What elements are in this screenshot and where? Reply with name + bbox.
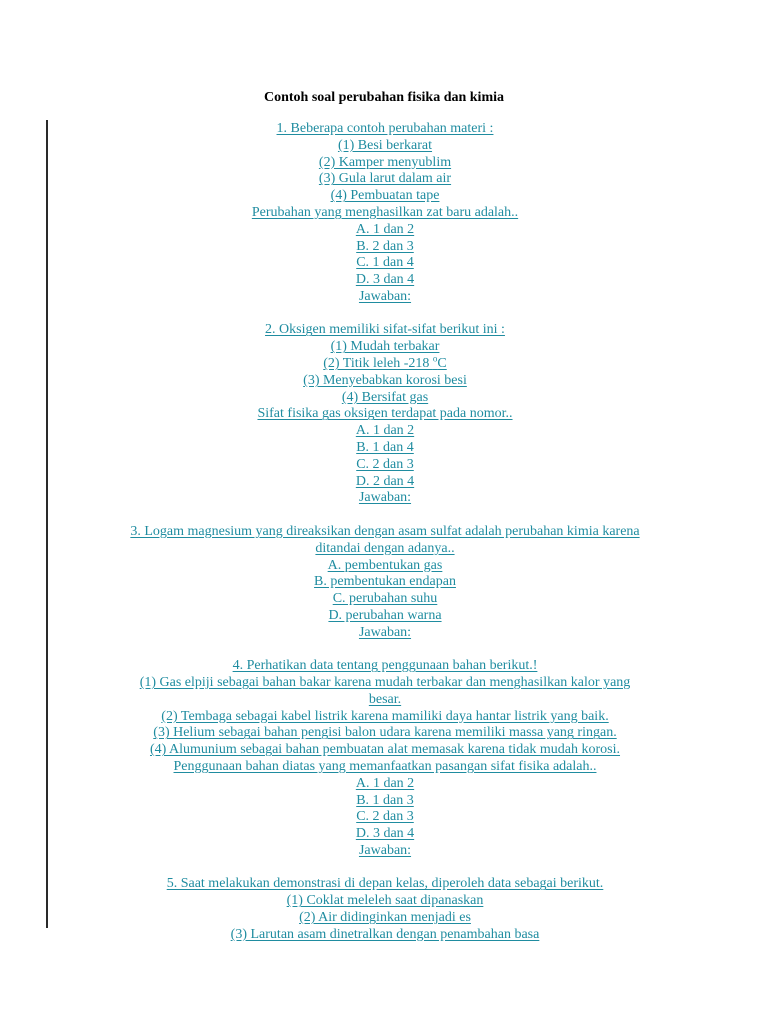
- answer-option[interactable]: B. 1 dan 3: [356, 792, 414, 808]
- answer-label[interactable]: Jawaban:: [358, 288, 412, 304]
- question-text[interactable]: 4. Perhatikan data tentang penggunaan bahan berikut.!: [232, 658, 538, 674]
- temperature-unit: C: [437, 356, 447, 372]
- statement-item[interactable]: (4) Alumunium sebagai bahan pembuatan alat memasak karena tidak mudah korosi.: [149, 742, 621, 758]
- statement-item[interactable]: (3) Helium sebagai bahan pengisi balon udara karena memiliki massa yang ringan.: [153, 725, 617, 741]
- question-2: [60, 322, 710, 507]
- left-margin-rule: [46, 120, 48, 928]
- statement-item[interactable]: (4) Pembuatan tape: [330, 188, 440, 204]
- answer-option[interactable]: B. 1 dan 4: [356, 440, 414, 456]
- answer-option[interactable]: D. perubahan warna: [328, 607, 442, 623]
- question-text[interactable]: 3. Logam magnesium yang direaksikan dengan asam sulfat adalah perubahan kimia karena: [130, 523, 640, 539]
- statement-item[interactable]: (2) Tembaga sebagai kabel listrik karena mamiliki daya hantar listrik yang baik.: [161, 708, 609, 724]
- question-prompt[interactable]: Perubahan yang menghasilkan zat baru adalah..: [251, 204, 519, 220]
- statement-item[interactable]: (1) Mudah terbakar: [330, 339, 440, 355]
- question-3: [60, 524, 710, 642]
- question-text[interactable]: 5. Saat melakukan demonstrasi di depan kelas, diperoleh data sebagai berikut.: [166, 876, 604, 892]
- answer-option[interactable]: C. 2 dan 3: [356, 456, 414, 472]
- answer-option[interactable]: B. pembentukan endapan: [314, 574, 456, 590]
- statement-item[interactable]: (1) Besi berkarat: [337, 137, 433, 153]
- question-5: [60, 876, 710, 943]
- answer-option[interactable]: A. pembentukan gas: [327, 557, 443, 573]
- statement-item[interactable]: (4) Bersifat gas: [341, 389, 429, 405]
- statement-item-melting-point[interactable]: [323, 353, 447, 372]
- page-title: Contoh soal perubahan fisika dan kimia: [263, 90, 505, 105]
- answer-option[interactable]: B. 2 dan 3: [356, 238, 414, 254]
- answer-option[interactable]: C. 2 dan 3: [356, 809, 414, 825]
- statement-item[interactable]: (2) Kamper menyublim: [318, 154, 452, 170]
- statement-text: (2) Titik leleh -218: [323, 356, 433, 372]
- statement-item[interactable]: (3) Gula larut dalam air: [318, 171, 452, 187]
- question-prompt[interactable]: Penggunaan bahan diatas yang memanfaatkan pasangan sifat fisika adalah..: [173, 758, 597, 774]
- document-body: [60, 121, 710, 960]
- answer-label[interactable]: Jawaban:: [358, 842, 412, 858]
- question-4: [60, 658, 710, 860]
- question-prompt[interactable]: Sifat fisika gas oksigen terdapat pada nomor..: [257, 406, 513, 422]
- answer-option[interactable]: A. 1 dan 2: [355, 221, 415, 237]
- answer-option[interactable]: D. 2 dan 4: [355, 473, 415, 489]
- statement-item-continued[interactable]: besar.: [368, 691, 402, 707]
- answer-option[interactable]: D. 3 dan 4: [355, 826, 415, 842]
- answer-label[interactable]: Jawaban:: [358, 490, 412, 506]
- answer-option[interactable]: D. 3 dan 4: [355, 272, 415, 288]
- statement-item[interactable]: (1) Gas elpiji sebagai bahan bakar karena mudah terbakar dan menghasilkan kalor yang: [139, 674, 631, 690]
- answer-option[interactable]: A. 1 dan 2: [355, 775, 415, 791]
- question-text-continued[interactable]: ditandai dengan adanya..: [315, 540, 455, 556]
- statement-item[interactable]: (2) Air didinginkan menjadi es: [299, 910, 471, 926]
- question-text[interactable]: 2. Oksigen memiliki sifat-sifat berikut ini :: [265, 322, 505, 338]
- degree-symbol: o: [432, 353, 438, 364]
- statement-item[interactable]: (1) Coklat meleleh saat dipanaskan: [286, 893, 484, 909]
- statement-item[interactable]: (3) Larutan asam dinetralkan dengan penambahan basa: [230, 926, 540, 942]
- answer-label[interactable]: Jawaban:: [358, 624, 412, 640]
- answer-option[interactable]: C. perubahan suhu: [332, 591, 438, 607]
- answer-option[interactable]: C. 1 dan 4: [356, 255, 414, 271]
- question-text[interactable]: 1. Beberapa contoh perubahan materi :: [276, 121, 494, 136]
- answer-option[interactable]: A. 1 dan 2: [355, 423, 415, 439]
- statement-item[interactable]: (3) Menyebabkan korosi besi: [303, 372, 467, 388]
- question-1: [60, 121, 710, 306]
